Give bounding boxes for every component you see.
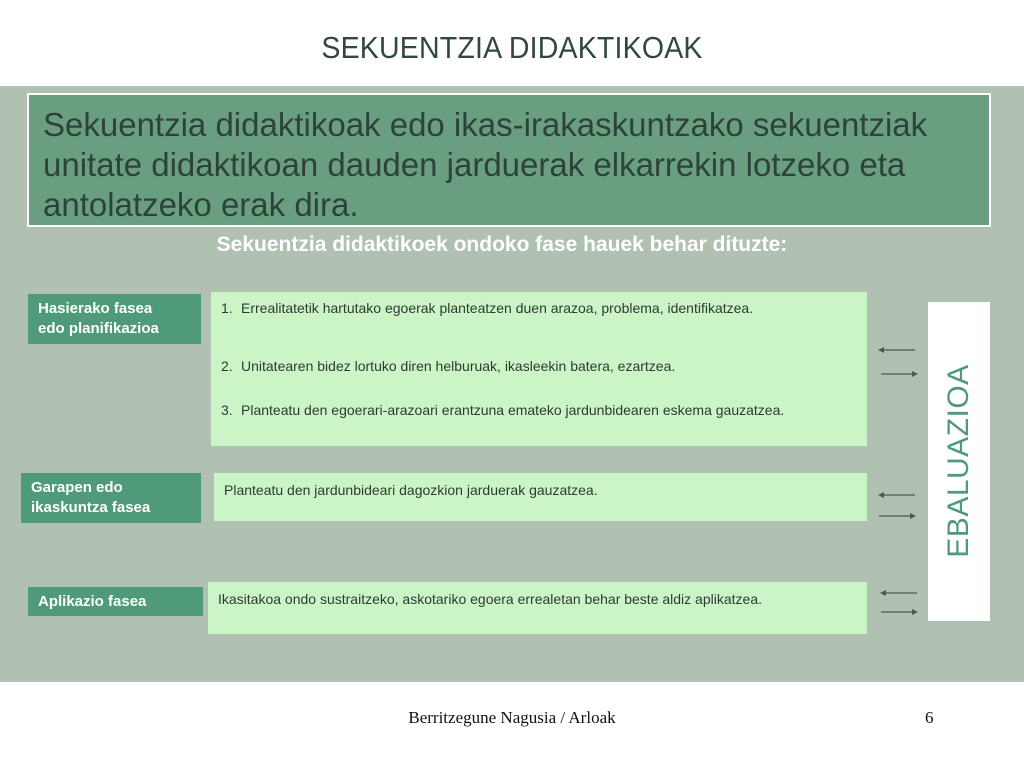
list-item-text: Ikasitakoa ondo sustraitzeko, askotariko egoera errealetan behar beste aldiz aplikatzea. bbox=[218, 591, 762, 607]
phase-label-application-line1: Aplikazio fasea bbox=[38, 592, 147, 610]
evaluation-label: EBALUAZIOA bbox=[942, 364, 975, 558]
footer-text: Berritzegune Nagusia / Arloak bbox=[408, 708, 616, 727]
list-item bbox=[218, 589, 857, 609]
phase-label-application bbox=[28, 587, 203, 616]
list-item-number: 2. bbox=[221, 358, 233, 374]
phase-label-initial-line2: edo planifikazioa bbox=[38, 320, 159, 337]
list-item bbox=[224, 480, 857, 500]
phases-subtitle: Sekuentzia didaktikoek ondoko fase hauek behar dituzte: bbox=[216, 233, 788, 256]
phase-label-development-line1: Garapen edo bbox=[31, 479, 123, 496]
list-item-text: Unitatearen bidez lortuko diren helburuak, ikasleekin batera, ezartzea. bbox=[241, 358, 676, 374]
definition-box: Sekuentzia didaktikoak edo ikas-irakaskuntzako sekuentziak unitate didaktikoan dauden jarduerak elkarrekin lotzeko eta antolatzeko erak dira. bbox=[27, 93, 991, 227]
slide-title: SEKUENTZIA DIDAKTIKOAK bbox=[321, 30, 703, 65]
list-item bbox=[221, 356, 857, 376]
arrow-left-icon bbox=[880, 589, 918, 597]
phase-label-development-line2: ikaskuntza fasea bbox=[31, 499, 151, 516]
list-item-number: 3. bbox=[221, 402, 233, 418]
list-item bbox=[221, 400, 857, 420]
arrow-right-icon bbox=[878, 512, 916, 520]
arrow-left-icon bbox=[878, 346, 916, 354]
arrow-right-icon bbox=[880, 370, 918, 378]
phase-label-initial-line1: Hasierako fasea bbox=[38, 300, 153, 317]
list-item-number: 1. bbox=[221, 300, 233, 316]
arrow-left-icon bbox=[878, 491, 916, 499]
phase-label-initial bbox=[28, 294, 201, 344]
page-number: 6 bbox=[925, 708, 934, 727]
phase-content-application bbox=[208, 582, 867, 634]
arrow-right-icon bbox=[880, 608, 918, 616]
list-item bbox=[221, 298, 857, 318]
phase-content-development bbox=[214, 473, 867, 521]
list-item-text: Planteatu den egoerari-arazoari erantzuna emateko jardunbidearen eskema gauzatzea. bbox=[241, 402, 785, 418]
phase-label-development bbox=[21, 473, 201, 523]
list-item-text: Planteatu den jardunbideari dagozkion jarduerak gauzatzea. bbox=[224, 482, 598, 498]
list-item-text: Errealitatetik hartutako egoerak planteatzen duen arazoa, problema, identifikatzea. bbox=[241, 300, 754, 316]
phase-content-initial bbox=[211, 292, 867, 446]
